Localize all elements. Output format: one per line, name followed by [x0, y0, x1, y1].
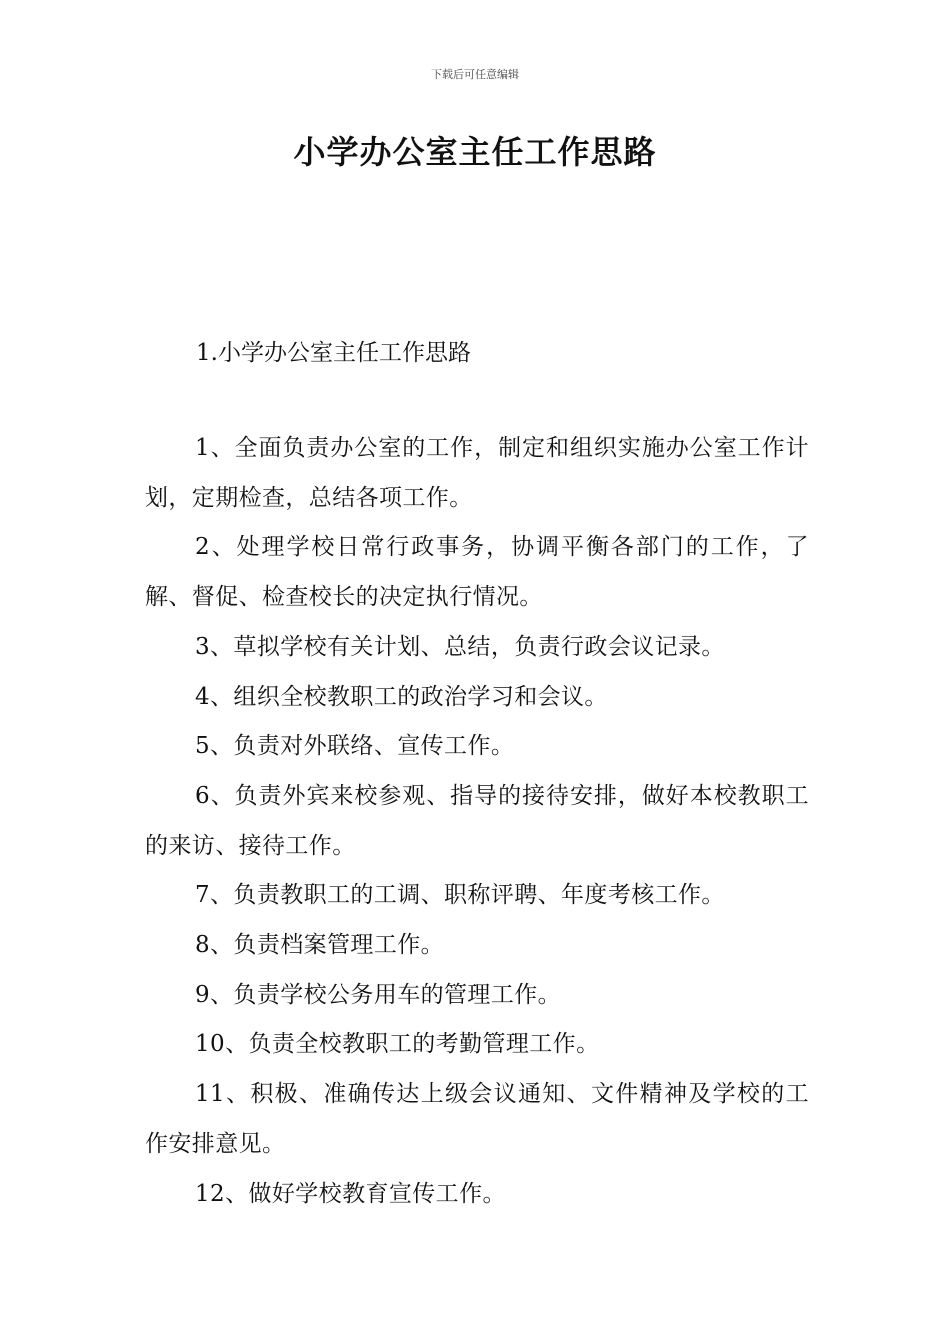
- paragraph-7: 7、负责教职工的工调、职称评聘、年度考核工作。: [195, 882, 725, 909]
- document-title: 小学办公室主任工作思路: [293, 133, 657, 171]
- paragraph-12: 12、做好学校教育宣传工作。: [195, 1180, 506, 1207]
- paragraph-8: 8、负责档案管理工作。: [195, 932, 445, 959]
- paragraph-10: 10、负责全校教职工的考勤管理工作。: [195, 1031, 600, 1058]
- paragraph-6: 6、负责外宾来校参观、指导的接待安排，做好本校教职工的来访、接待工作。: [145, 782, 809, 859]
- header-note: 下载后可任意编辑: [431, 68, 519, 81]
- paragraph-11: 11、积极、准确传达上级会议通知、文件精神及学校的工作安排意见。: [145, 1081, 809, 1157]
- paragraph-4: 4、组织全校教职工的政治学习和会议。: [195, 683, 608, 710]
- paragraph-3: 3、草拟学校有关计划、总结，负责行政会议记录。: [195, 633, 725, 660]
- paragraph-5: 5、负责对外联络、宣传工作。: [195, 733, 515, 760]
- document-body: [145, 424, 809, 1219]
- section-heading: 1.小学办公室主任工作思路: [196, 340, 471, 366]
- paragraph-1: 1、全面负责办公室的工作，制定和组织实施办公室工作计划，定期检查，总结各项工作。: [145, 435, 809, 511]
- paragraph-9: 9、负责学校公务用车的管理工作。: [195, 981, 562, 1008]
- paragraph-2: 2、处理学校日常行政事务，协调平衡各部门的工作，了解、督促、检查校长的决定执行情况。: [145, 534, 809, 611]
